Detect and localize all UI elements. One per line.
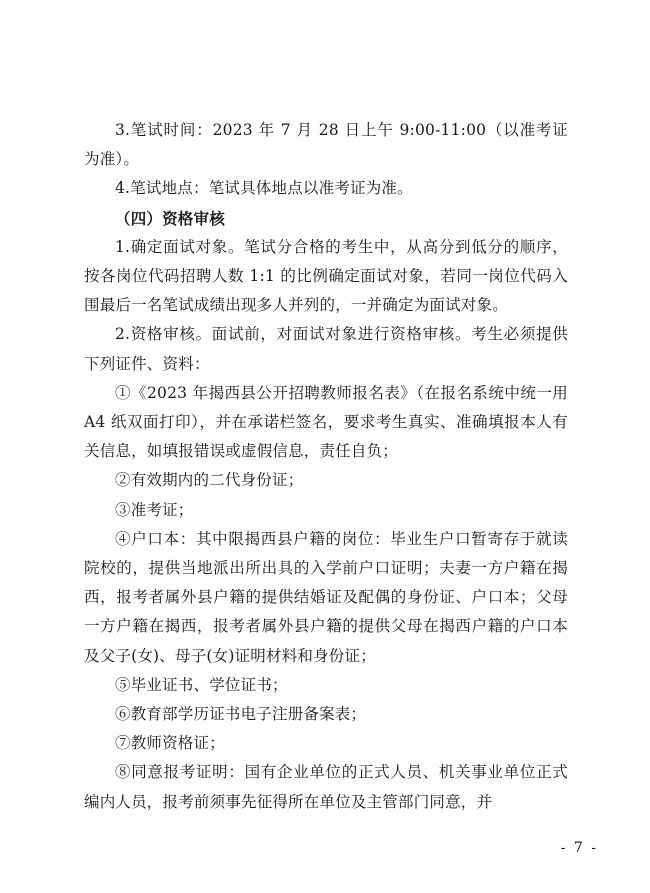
page-number: - 7 - [560, 840, 598, 856]
list-item-degree-registration-form: ⑥教育部学历证书电子注册备案表； [115, 705, 367, 724]
paragraph-exam-time: 3.笔试时间：2023 年 7 月 28 日上午 9:00-11:00（以准考证为准）。 [84, 121, 568, 169]
list-item-diploma: ⑤毕业证书、学位证书； [115, 675, 288, 694]
paragraph-interview-candidates: 1.确定面试对象。笔试分合格的考生中，从高分到低分的顺序，按各岗位代码招聘人数 1:1 的比例确定面试对象，若同一岗位代码入围最后一名笔试成绩出现多人并列的，一并确定为面试对象。 [84, 237, 568, 315]
section-heading-qualification-review: （四）资格审核 [115, 208, 225, 228]
list-item-id-card: ②有效期内的二代身份证； [115, 471, 304, 490]
list-item-consent-certificate: ⑧同意报考证明：国有企业单位的正式人员、机关事业单位正式编内人员，报考前须事先征得所在单位及主管部门同意，并 [84, 763, 568, 811]
list-item-household-register: ④户口本：其中限揭西县户籍的岗位：毕业生户口暂寄存于就读院校的，提供当地派出所出具的入学前户口证明；夫妻一方户籍在揭西，报考者属外县户籍的提供结婚证及配偶的身份证、户口本；父母一方户籍在揭西，报考者属外县户籍的提供父母在揭西户籍的户口本及父子(女)、母子(女)证明材料和身份证； [84, 529, 568, 665]
document-body [84, 116, 568, 817]
list-item-admission-ticket: ③准考证； [115, 500, 194, 519]
paragraph-qualification-review: 2.资格审核。面试前，对面试对象进行资格审核。考生必须提供下列证件、资料： [84, 325, 568, 373]
list-item-teacher-certificate: ⑦教师资格证； [115, 734, 225, 753]
paragraph-exam-location: 4.笔试地点：笔试具体地点以准考证为准。 [115, 179, 413, 198]
list-item-registration-form: ①《2023 年揭西县公开招聘教师报名表》（在报名系统中统一用 A4 纸双面打印），并在承诺栏签名，要求考生真实、准确填报本人有关信息，如填报错误或虚假信息，责任自负； [84, 383, 568, 461]
